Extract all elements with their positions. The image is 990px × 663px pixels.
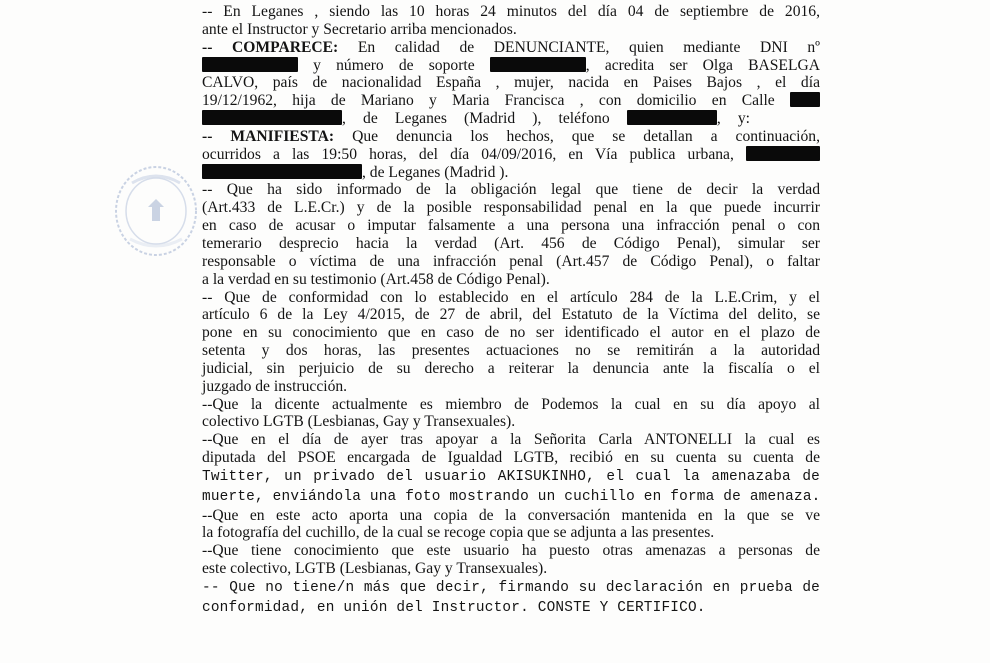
text-line: --Que en el día de ayer tras apoyar a la Señorita Carla ANTONELLI la cual es (202, 431, 820, 449)
text-line: judicial, sin perjuicio de su derecho a reiterar la denuncia ante la fiscalía o el (202, 359, 820, 377)
text-line: conformidad, en unión del Instructor. CONSTE Y CERTIFICO. (202, 599, 706, 616)
text-line: setenta y dos horas, las presentes actuaciones no se remitirán a la autoridad (202, 342, 820, 360)
text-line: (Art.433 de L.E.Cr.) y de la posible responsabilidad penal en la que puede incurrir (202, 199, 820, 217)
denuncia-text (202, 3, 820, 618)
text-line: a la verdad en su testimonio (Art.458 de Código Penal). (202, 270, 550, 288)
text-line: temerario desprecio hacia la verdad (Art. 456 de Código Penal), simular ser (202, 234, 820, 252)
redaction-box (202, 57, 298, 72)
text-line: --Que en este acto aporta una copia de la conversación mantenida en la que se ve (202, 506, 820, 524)
text-line: -- Que ha sido informado de la obligación legal que tiene de decir la verdad (202, 181, 820, 199)
text-line: la fotografía del cuchillo, de la cual se recoge copia que se adjunta a las presentes. (202, 524, 715, 542)
redaction-box (746, 146, 820, 161)
text-line: -- COMPARECE: En calidad de DENUNCIANTE, quien mediante DNI nº (202, 38, 821, 56)
text-line: 19/12/1962, hija de Mariano y Maria Francisca , con domicilio en Calle (202, 92, 820, 110)
text-line: este colectivo, LGTB (Lesbianas, Gay y Transexuales). (202, 560, 548, 578)
text-line: --Que tiene conocimiento que este usuario ha puesto otras amenazas a personas de (202, 542, 820, 560)
text-line: pone en su conocimiento que en caso de no ser identificado el autor en el plazo de (202, 324, 820, 342)
text-line: juzgado de instrucción. (202, 377, 348, 395)
text-line: -- Que de conformidad con lo establecido en el artículo 284 de la L.E.Crim, y el (202, 288, 820, 306)
text-line: muerte, enviándola una foto mostrando un cuchillo en forma de amenaza. (202, 488, 821, 505)
text-line: --Que la dicente actualmente es miembro de Podemos la cual en su día apoyo al (202, 395, 820, 413)
text-line: responsable o víctima de una infracción penal (Art.457 de Código Penal), o faltar (202, 252, 820, 270)
text-line: artículo 6 de la Ley 4/2015, de 27 de abril, del Estatuto de la Víctima del delito, se (202, 306, 820, 324)
text-line: en caso de acusar o imputar falsamente a una persona una infracción penal o con (202, 217, 820, 235)
text-line: -- MANIFIESTA: Que denuncia los hechos, que se detallan a continuación, (202, 127, 821, 145)
text-line: -- Que no tiene/n más que decir, firmando su declaración en prueba de (202, 580, 820, 596)
redaction-box (627, 110, 717, 125)
redaction-box (202, 164, 362, 179)
text-line: Twitter, un privado del usuario AKISUKINHO, el cual la amenazaba de (202, 468, 820, 485)
official-stamp-icon (112, 163, 200, 259)
comparece-label: -- COMPARECE: (202, 38, 339, 56)
text-line: ocurridos a las 19:50 horas, del día 04/09/2016, en Vía publica urbana, (202, 146, 820, 164)
text-line: , de Leganes (Madrid ), teléfono , y: (202, 110, 820, 128)
text-line: ante el Instructor y Secretario arriba mencionados. (202, 20, 517, 38)
text-line: -- En Leganes , siendo las 10 horas 24 minutos del día 04 de septiembre de 2016, (202, 3, 820, 20)
redaction-box (490, 57, 586, 72)
text-line: y número de soporte , acredita ser Olga BASELGA (202, 57, 820, 75)
text-line: , de Leganes (Madrid ). (202, 164, 820, 182)
manifiesta-label: -- MANIFIESTA: (202, 127, 335, 145)
text-line: CALVO, país de nacionalidad España , mujer, nacida en Paises Bajos , el día (202, 74, 820, 92)
text-line: colectivo LGTB (Lesbianas, Gay y Transexuales). (202, 413, 516, 431)
text-line: diputada del PSOE encargada de Igualdad LGTB, recibió en su cuenta su cuenta de (202, 449, 820, 467)
redaction-box (790, 92, 820, 107)
redaction-box (202, 110, 342, 125)
